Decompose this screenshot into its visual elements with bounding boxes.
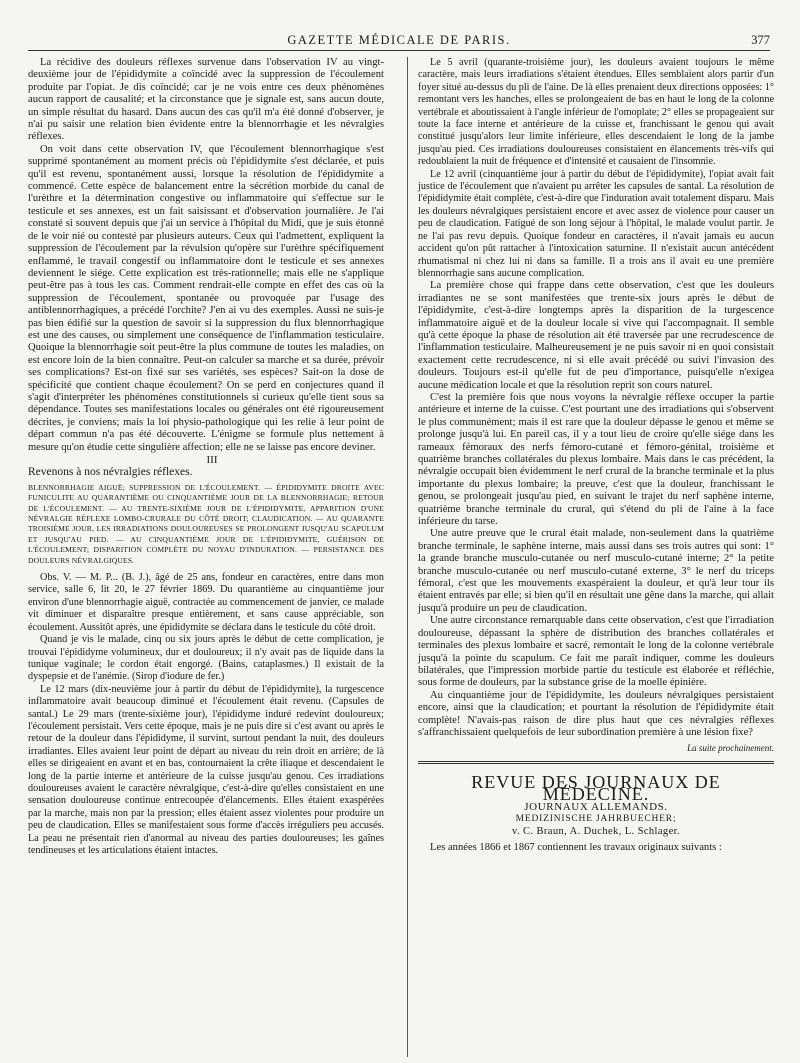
- continued-note: La suite prochainement.: [687, 743, 774, 754]
- paragraph: La première chose qui frappe dans cette observation, c'est que les douleurs irradiantes ne se sont manifestées que trente-six jours après le début de l'épididymite, c'est-à-dire longtemps après la disparition de la turgescence inflammatoire aiguë et de la douleur locale si vive qui l'accompagnait. Il semble qu'à cette époque la phase de résolution ait été traversée par une recrudescence de l'inflammation testiculaire. Malheureusement je ne puis savoir ni en quoi consistait exactement cette recrudescence, ni si elle avait précédé ou suivi l'invasion des douleurs. Toujours est-il qu'elle fut de peu d'importance, puisqu'elle n'exigea aucune médication locale et que la résolution reprit son cours naturel.: [418, 280, 774, 391]
- observation-paragraph: Le 12 mars (dix-neuvième jour à partir du début de l'épididymite), la turgescence inflammatoire avait beaucoup diminué et l'écoulement était revenu. (Capsules de santal.) Le 29 mars (trente-sixième jour), l'épididyme induré redevint douloureux; l'écoulement persistait. Vers cette époque, mais je ne puis dire si c'est avant ou après le retour de la douleur dans l'épididyme, il survint, surtout pendant la nuit, des douleurs irradiantes. Elles avaient leur point de départ au niveau du rein droit en arrière; de là elles se dirigeaient en avant et en bas, contournaient la crête iliaque et descendaient le long de la partie interne et antérieure de la cuisse jusqu'au genou. Ces irradiations douloureuses avaient le caractère névralgique, c'est-à-dire qu'elles consistaient en une sensation douloureuse continue entrecoupée d'élancements. Elles étaient exaspérées par la marche, mais non par la pression; elles étaient assez violentes pour produire un peu de claudication. Elles se manifestaient sous forme d'accès irréguliers peu accusés. La peau ne présentait rien d'anormal au niveau des parties douloureuses; les gaînes tendineuses et les articulations étaient intactes.: [28, 683, 384, 856]
- paragraph: Une autre preuve que le crural était malade, non-seulement dans la quatrième branche terminale, le saphène interne, mais aussi dans ses trois autres qui sont: 1° la grande branche musculo-cutanée ou nerf musculo-cutané interne; 2° la petite branche musculo-cutanée ou nerf musculo-cutané externe, 3° le nerf du triceps fémoral, c'est que les mouvements exaspéraient la douleur, et qu'à leur tour ils étaient entravés par elle; si bien qu'il en résultait une gêne dans la marche, qui allait jusqu'à produire un peu de claudication.: [418, 528, 774, 614]
- paragraph: On voit dans cette observation IV, que l'écoulement blennorrhagique s'est supprimé spontanément au moment précis où l'épididymite s'est déclarée, et puis qu'il est revenu, spontanément aussi, lorsque la résolution de l'épididymite a commencé. Cette espèce de balancement entre la sécrétion morbide du canal de l'urèthre et la détermination congestive ou inflammatoire qui s'effectue sur le testicule et ses annexes, est un fait saisissant et d'observation journalière. Je l'ai constaté si souvent depuis que j'ai un service à l'hôpital du Midi, que je suis étonné de le voir nié ou contesté par plusieurs auteurs. Ceux qui l'admettent, expliquent la suppression de l'écoulement par la révulsion qu'opère sur l'urèthre spécifiquement enflammé, le travail congestif ou inflammatoire dont le testicule et ses annexes deviennent le siége. Cette explication est très-rationnelle; mais elle ne s'applique peut-être pas à tous les cas. Comment rendrait-elle compte en effet des cas où la suppression de l'écoulement, spontanée ou provoquée par l'usage des antiblennorrhagiques, a précédé l'orchite? J'en ai vu des exemples. Aussi ne suis-je pas bien édifié sur la question de savoir si la suppression du flux blennorrhagique est une des causes, ou simplement une conséquence de l'inflammation testiculaire. Quoique la blennorrhagie soit peut-être la plus commune de toutes les maladies, on est encore loin de la bien connaître. Peut-on calculer sa marche et sa durée, prévoir ses complications? Est-on fixé sur ses variétés, ses espèces? Sait-on la dose de spécificité que contient chaque écoulement? On se perd en conjectures quand il s'agit d'interpréter les phénomènes constitutionnels si curieux qu'elle tient sous sa dépendance. Toutes ses manifestations locales ou générales ont été rigoureusement décrites, je conviens; mais la loi physio-pathologique qui les relie à leur point de départ commun n'a pas été découverte. L'énigme se formule plus nettement à mesure qu'on étudie cette singulière affection; elle ne se laisse pas encore deviner.: [28, 143, 384, 453]
- paragraph: Au cinquantième jour de l'épididymite, les douleurs névralgiques persistaient encore, ainsi que la claudication; et pourtant la résolution de l'épididymite était complète! N'avais-pas raison de dire plus haut que ces névralgies réflexes s'affranchissaient quelquefois de leur subordination première à une lésion fixe?: [418, 689, 774, 738]
- section-rule: [418, 761, 774, 764]
- section-number: III: [206, 454, 218, 466]
- section-title: Revenons à nos névralgies réflexes.: [28, 466, 193, 479]
- left-column: [28, 57, 384, 857]
- page-number: 377: [751, 32, 770, 47]
- paragraph: Une autre circonstance remarquable dans cette observation, c'est que l'irradiation douloureuse, dépassant la sphère de distribution des branches collatérales et terminales des plexus lombaire et sacré, remontait le long de la colonne vertébrale jusqu'à la pointe du scapulum. Ce fait me paraît indiquer, comme les douleurs bilatérales, que l'impression morbide partie du testicule est élaborée et réfléchie, sous forme de douleurs, par la substance grise de la moelle épinière.: [418, 615, 774, 689]
- page-header: [28, 30, 770, 51]
- journal-name: MEDIZINISCHE JAHRBUECHER;: [515, 813, 677, 824]
- observation-paragraph: Le 12 avril (cinquantième jour à partir du début de l'épididymite), l'opiat avait fait justice de l'écoulement que n'avaient pu arrêter les capsules de santal. La résolution de l'épididymite était complète, c'est-à-dire que l'induration avait totalement disparu. Mais les douleurs névralgiques persistaient encore et avec assez de violence pour causer un peu de claudication. Fatigué de son long séjour à l'hôpital, le malade voulut partir. Je ne l'ai pas revu depuis. Quoique fondeur en caractères, il n'avait jamais eu aucun accident qu'on pût rattacher à l'intoxication saturnine. Il n'existait aucun antécédent rhumatismal ni chez lui ni dans sa famille. Il a trois ans il avait eu une première blennorrhagie sans aucune complication.: [418, 168, 774, 279]
- right-column: [418, 57, 774, 854]
- revue-title: REVUE DES JOURNAUX DE MÉDECINE.: [471, 771, 721, 805]
- paragraph: Les années 1866 et 1867 contiennent les travaux originaux suivants :: [430, 841, 722, 853]
- journal-title: GAZETTE MÉDICALE DE PARIS.: [287, 32, 511, 47]
- paragraph: La récidive des douleurs réflexes survenue dans l'observation IV au vingt-deuxième jour de l'épididymite a coïncidé avec la suppression de l'écoulement produite par l'opiat. Je dis coïncidé; car je ne vois entre ces deux phénomènes aucun rapport de causalité; et la circonstance que je signale est, sans aucun doute, un simple résultat du hasard. Dans aucun des cas qu'il m'a été donné d'observer, je n'ai pu saisir une relation bien évidente entre la blennorrhagie et les névralgies réflexes.: [28, 57, 384, 143]
- observation-paragraph: Le 5 avril (quarante-troisième jour), les douleurs avaient toujours le même caractère, mais leurs irradiations s'étaient étendues. Elles semblaient alors partir d'un foyer situé au-dessus du pli de l'aine. De là elles prenaient deux directions opposées: 1° remontant vers les hanches, elles se prolongeaient de bas en haut le long de la colonne vertébrale et aboutissaient à l'angle inférieur de l'omoplate; 2° elles se propageaient sur toute la face interne et antérieure de la cuisse et, franchissant le genou qui avait constitué jusqu'alors leur limite inférieure, elles descendaient le long de la jambe jusqu'au pied. Ces irradiations douloureuses consistaient en élancements très-vifs qui redoublaient la nuit de fréquence et d'intensité et causaient de l'insomnie.: [418, 57, 774, 168]
- observation-paragraph: Obs. V. — M. P... (B. J.), âgé de 25 ans, fondeur en caractères, entre dans mon service, salle 6, lit 20, le 27 février 1869. Du quarantième au cinquantième jour environ d'une blennorrhagie aiguë, contractée au commencement de janvier, ce malade vit diminuer et disparaître presque entièrement, et sans cause appréciable, son écoulement. Aussitôt après, une épididymite se déclara dans le testicule du côté droit.: [28, 572, 384, 633]
- observation-summary: BLENNORRHAGIE AIGUË; SUPPRESSION DE L'ÉCOULEMENT. — ÉPIDIDYMITE DROITE AVEC FUNICULITE AU QUARANTIÈME OU CINQUANTIÈME JOUR DE LA BLENNORRHAGIE; RETOUR DE L'ÉCOULEMENT. — AU TRENTE-SIXIÈME JOUR DE L'ÉPIDIDYMITE, APPARITION D'UNE NÉVRALGIE RÉFLEXE LOMBO-CRURALE DU CÔTÉ DROIT; CLAUDICATION. — AU QUARANTE TROISIÈME JOUR, LES IRRADIATIONS DOULOUREUSES SE PROLONGENT JUSQU'AU SCAPULUM ET JUSQU'AU PIED. — AU CINQUANTIÈME JOUR DE L'ÉPIDIDYMITE, GUÉRISON DE L'ÉCOULEMENT; DISPARITION COMPLÈTE DU NOYAU D'INDURATION. — PERSISTANCE DES DOULEURS NÉVRALGIQUES.: [28, 482, 384, 565]
- revue-subtitle: JOURNAUX ALLEMANDS.: [524, 800, 668, 813]
- column-divider: [407, 57, 408, 1057]
- observation-paragraph: Quand je vis le malade, cinq ou six jours après le début de cette complication, je trouvai l'épididyme volumineux, dur et douloureux; il n'y avait pas de liquide dans la tunique vaginale; le cordon était engorgé. (Bains, cataplasmes.) Il existait de la dyspepsie et de l'anémie. (Sirop d'iodure de fer.): [28, 634, 384, 683]
- journal-authors: v. C. Braun, A. Duchek, L. Schlager.: [512, 826, 680, 838]
- paragraph: C'est la première fois que nous voyons la névralgie réflexe occuper la partie antérieure et interne de la cuisse. C'est pourtant une des irradiations qui s'observent le plus communément; mais il est rare que la douleur dépasse le genou et même se prolonge jusqu'à lui. En pareil cas, il y a tout lieu de croire qu'elle siége dans les rameaux fémoraux des nerfs fémoro-cutané et fémoro-génital, troisième et quatrième branches collatérales du plexus lombaire. Mais dans le cas précédent, la névralgie occupait bien évidemment le nerf crural de la branche terminale et la plus importante du plexus lombaire; la preuve, c'est que la douleur, franchissant le genou, se prolongeait jusqu'au pied, en suivant le trajet du nerf saphène interne, quatrième branche terminale du crural, qui s'étend du pli de l'aine à la face inférieure du tarse.: [418, 391, 774, 528]
